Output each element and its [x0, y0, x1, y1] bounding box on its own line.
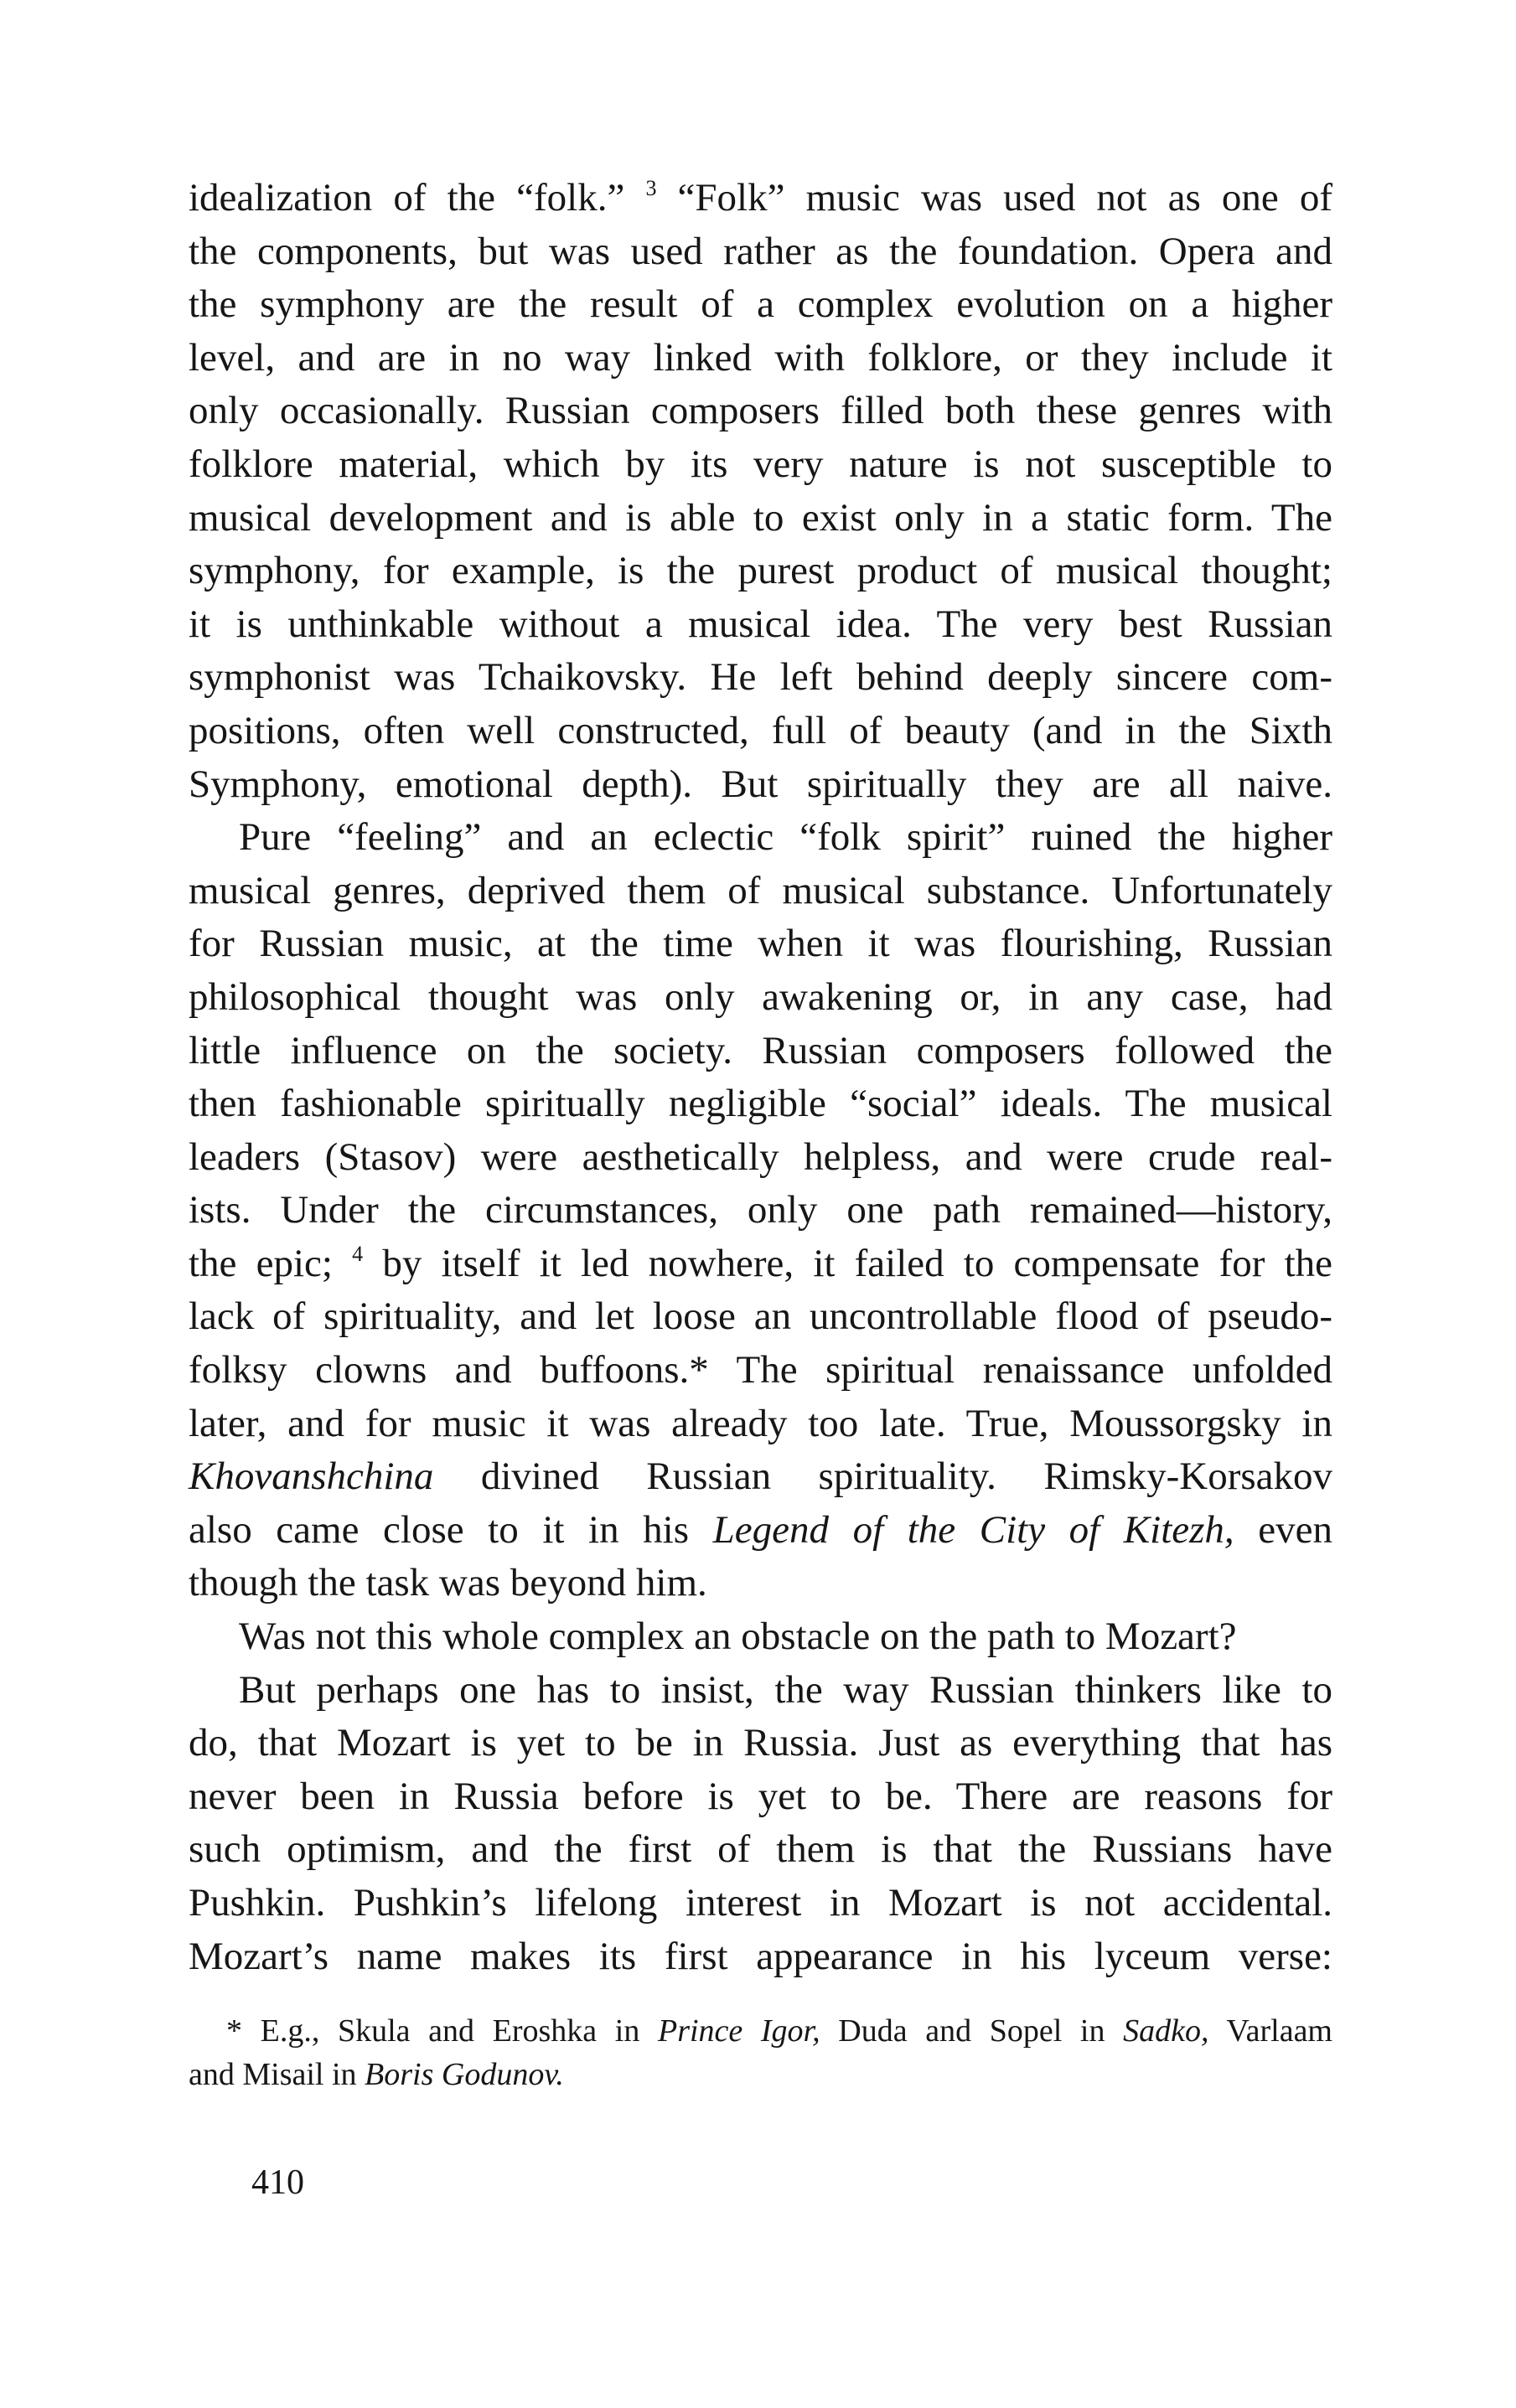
text-line: the epic; $^4$ by itself it led nowhere, it failed to compensate for the	[189, 1241, 1333, 1285]
text-line: the symphony are the result of a complex evolution on a higher	[189, 282, 1332, 327]
text-line: positions, often well constructed, full of beauty (and in the Sixth	[189, 708, 1332, 752]
text-line: then fashionable spiritually negligible “social” ideals. The musical	[189, 1082, 1332, 1126]
body-text	[189, 172, 1332, 1983]
text-line: for Russian music, at the time when it was flourishing, Russian	[189, 922, 1332, 966]
text-line: do, that Mozart is yet to be in Russia. Just as everything that has	[189, 1721, 1332, 1765]
text-line: also came close to it in his Legend of the City of Kitezh, even	[189, 1507, 1332, 1552]
italic-title: Legend of the City of Kitezh,	[712, 1507, 1234, 1552]
text-line: idealization of the “folk.” $^3$ “Folk” music was used not as one of	[189, 176, 1332, 220]
text-line: Mozart’s name makes its first appearance in his lyceum verse:	[189, 1934, 1332, 1978]
text-line: musical development and is able to exist only in a static form. The	[189, 495, 1332, 540]
footnote-line: * E.g., Skula and Eroshka in Prince Igor, Duda and Sopel in Sadko, Varlaam	[226, 2013, 1332, 2049]
footnote-ref-4: 4	[352, 1241, 364, 1266]
text-line: it is unthinkable without a musical idea. The very best Russian	[189, 602, 1332, 646]
text-line: ists. Under the circumstances, only one path remained—history,	[189, 1188, 1332, 1232]
paragraph-start-line: Was not this whole complex an obstacle on the path to Mozart?	[239, 1615, 1237, 1659]
text-line: the components, but was used rather as the foundation. Opera and	[189, 229, 1332, 273]
page-number: 410	[251, 2163, 304, 2202]
text-line: only occasionally. Russian composers filled both these genres with	[189, 389, 1332, 433]
italic-title: Prince Igor,	[657, 2013, 820, 2049]
text-line: later, and for music it was already too late. True, Moussorgsky in	[189, 1401, 1332, 1445]
text-line: philosophical thought was only awakening or, in any case, had	[189, 974, 1332, 1019]
italic-title: Khovanshchina	[189, 1455, 434, 1499]
text-line: Khovanshchina divined Russian spirituality. Rimsky-Korsakov	[189, 1455, 1332, 1499]
italic-title: Sadko,	[1123, 2013, 1209, 2049]
footnote	[189, 2009, 1332, 2096]
paragraph-start-line: But perhaps one has to insist, the way Russian thinkers like to	[239, 1667, 1332, 1712]
text-line: folksy clowns and buffoons.* The spiritual renaissance unfolded	[189, 1348, 1332, 1393]
text-line: Pushkin. Pushkin’s lifelong interest in Mozart is not accidental.	[189, 1881, 1332, 1925]
text-line: Symphony, emotional depth). But spiritually they are all naive.	[189, 762, 1332, 806]
footnote-line: and Misail in Boris Godunov.	[189, 2057, 564, 2092]
paragraph-end-line: though the task was beyond him.	[189, 1561, 707, 1605]
paragraph-start-line: Pure “feeling” and an eclectic “folk spirit” ruined the higher	[239, 815, 1332, 860]
text-line: level, and are in no way linked with folklore, or they include it	[189, 335, 1332, 380]
footnote-ref-3: 3	[645, 176, 657, 200]
text-line: symphonist was Tchaikovsky. He left behind deeply sincere com-	[189, 655, 1332, 700]
text-line: symphony, for example, is the purest product of musical thought;	[189, 549, 1332, 593]
text-line: folklore material, which by its very nature is not susceptible to	[189, 442, 1332, 486]
text-line: never been in Russia before is yet to be. There are reasons for	[189, 1774, 1332, 1818]
text-line: lack of spirituality, and let loose an uncontrollable flood of pseudo-	[189, 1294, 1332, 1339]
text-line: such optimism, and the first of them is that the Russians have	[189, 1827, 1332, 1872]
italic-title: Boris Godunov.	[365, 2057, 564, 2092]
text-line: little influence on the society. Russian composers followed the	[189, 1028, 1332, 1072]
text-line: musical genres, deprived them of musical substance. Unfortunately	[189, 868, 1332, 912]
text-line: leaders (Stasov) were aesthetically helpless, and were crude real-	[189, 1134, 1332, 1179]
